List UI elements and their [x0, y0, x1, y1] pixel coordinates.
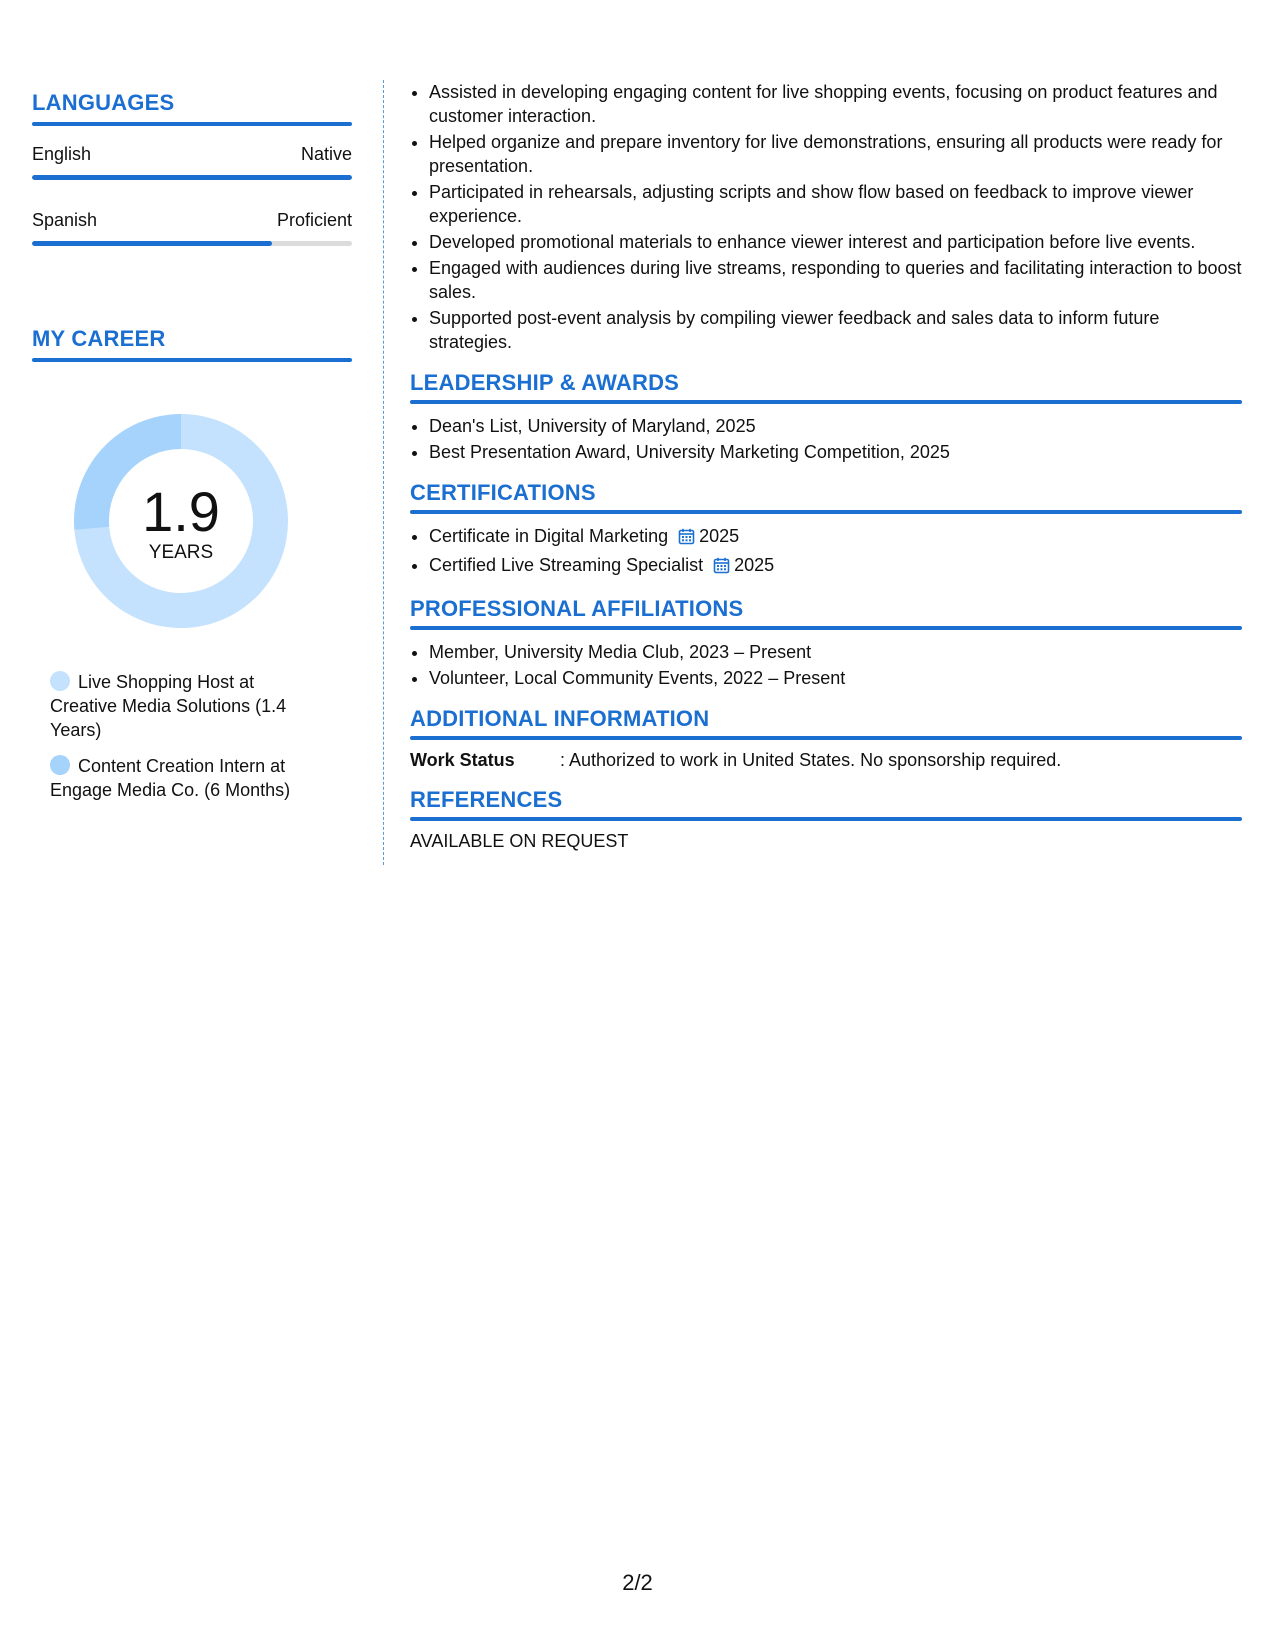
- list-item: • Helped organize and prepare inventory for live demonstrations, ensuring all products were ready for presentation.: [429, 130, 1242, 178]
- legend-label: Content Creation Intern at Engage Media Co. (6 Months): [50, 756, 291, 800]
- references-section: [410, 787, 1242, 852]
- language-name: English: [32, 144, 92, 164]
- work-status-row: [410, 750, 1242, 771]
- legend-item: [50, 670, 320, 742]
- language-item-english: [32, 144, 352, 180]
- languages-section: [32, 90, 352, 246]
- calendar-icon: [713, 556, 730, 580]
- language-bar-fill: [32, 241, 272, 246]
- leadership-title: LEADERSHIP & AWARDS: [410, 370, 680, 395]
- section-rule: [32, 358, 352, 362]
- certification-year: 2025: [734, 555, 775, 575]
- language-bar-fill: [32, 175, 352, 180]
- language-level: Native: [300, 144, 352, 164]
- language-item-spanish: [32, 210, 352, 246]
- affiliations-section: [410, 596, 1242, 690]
- section-rule: [410, 736, 1242, 740]
- work-status-label: Work Status: [410, 750, 515, 770]
- certifications-section: [410, 480, 1242, 580]
- left-column: [32, 90, 352, 802]
- section-rule: [410, 400, 1242, 404]
- career-donut-chart: [66, 406, 296, 636]
- certification-name: Certified Live Streaming Specialist: [429, 555, 704, 575]
- list-item: • Dean's List, University of Maryland, 2025: [429, 414, 1242, 438]
- language-bar: [32, 175, 352, 180]
- section-rule: [410, 626, 1242, 630]
- career-section: [32, 326, 352, 802]
- language-level: Proficient: [276, 210, 352, 230]
- certification-name: Certificate in Digital Marketing: [429, 526, 669, 546]
- legend-dot: [50, 671, 70, 691]
- career-title: MY CAREER: [32, 326, 166, 351]
- languages-title: LANGUAGES: [32, 90, 175, 115]
- list-item: • Participated in rehearsals, adjusting scripts and show flow based on feedback to improve viewer experience.: [429, 180, 1242, 228]
- certifications-title: CERTIFICATIONS: [410, 480, 596, 505]
- list-item: • Best Presentation Award, University Marketing Competition, 2025: [429, 440, 1242, 464]
- career-total-years: 1.9: [142, 480, 220, 543]
- list-item: • Volunteer, Local Community Events, 2022 – Present: [429, 666, 1242, 690]
- certification-year: 2025: [699, 526, 740, 546]
- references-text: AVAILABLE ON REQUEST: [410, 831, 629, 851]
- section-rule: [410, 510, 1242, 514]
- work-status-value: : Authorized to work in United States. No sponsorship required.: [560, 750, 1062, 770]
- certification-item: [429, 553, 1242, 580]
- experience-bullets: [410, 80, 1242, 354]
- list-item: • Member, University Media Club, 2023 – Present: [429, 640, 1242, 664]
- certification-item: [429, 524, 1242, 551]
- career-legend: [50, 670, 320, 802]
- list-item: • Engaged with audiences during live streams, responding to queries and facilitating interaction to boost sales.: [429, 256, 1242, 304]
- legend-dot: [50, 755, 70, 775]
- affiliations-title: PROFESSIONAL AFFILIATIONS: [410, 596, 744, 621]
- section-rule: [410, 817, 1242, 821]
- language-bar: [32, 241, 352, 246]
- additional-info-title: ADDITIONAL INFORMATION: [410, 706, 710, 731]
- list-item: • Developed promotional materials to enhance viewer interest and participation before live events.: [429, 230, 1242, 254]
- additional-info-section: [410, 706, 1242, 771]
- calendar-icon: [678, 527, 695, 551]
- list-item: • Assisted in developing engaging content for live shopping events, focusing on product features and customer interaction.: [429, 80, 1242, 128]
- leadership-section: [410, 370, 1242, 464]
- language-name: Spanish: [32, 210, 98, 230]
- right-column: [410, 80, 1242, 852]
- page-number: 2/2: [622, 1570, 653, 1595]
- career-total-unit: YEARS: [148, 542, 214, 563]
- column-divider: [383, 80, 384, 865]
- references-title: REFERENCES: [410, 787, 563, 812]
- section-rule: [32, 122, 352, 126]
- list-item: • Supported post-event analysis by compiling viewer feedback and sales data to inform future strategies.: [429, 306, 1242, 354]
- legend-label: Live Shopping Host at Creative Media Solutions (1.4 Years): [50, 672, 287, 740]
- legend-item: [50, 754, 320, 802]
